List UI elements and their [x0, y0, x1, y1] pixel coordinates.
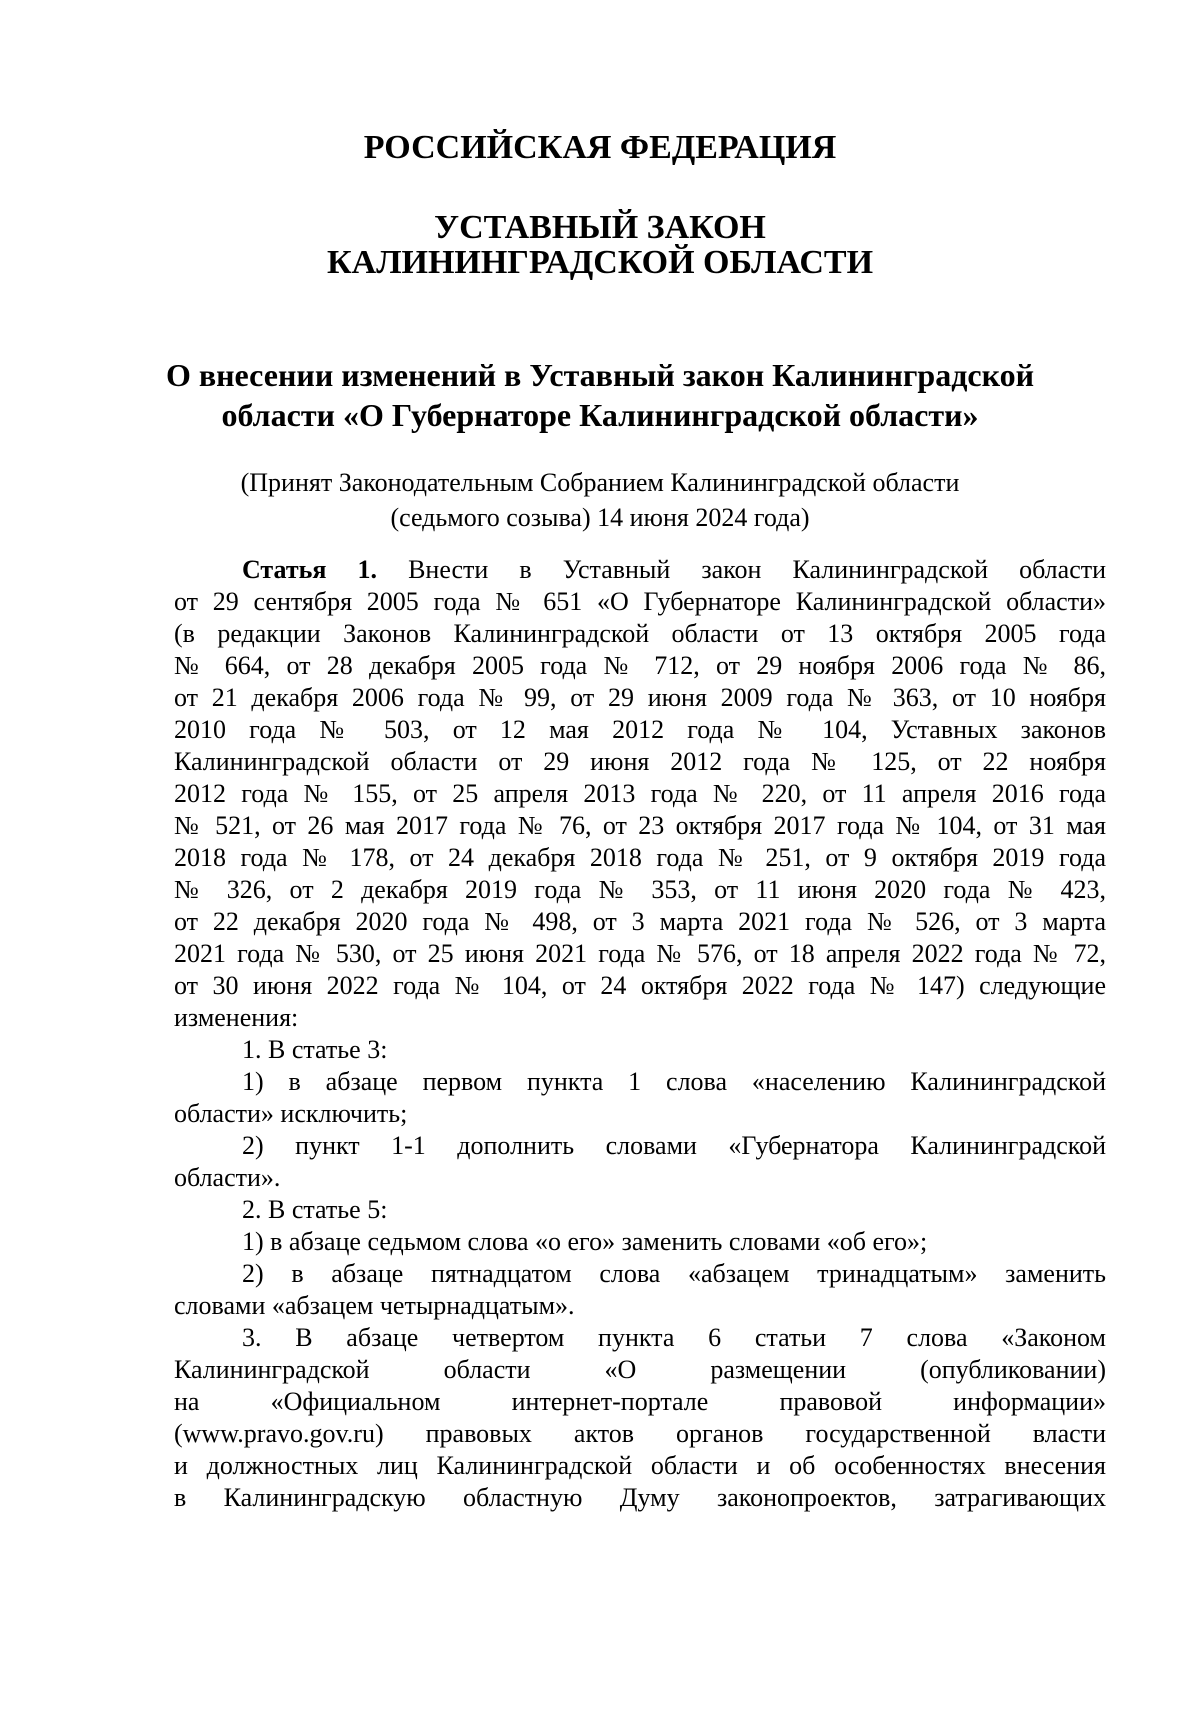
item-1-2-line-2: области». [174, 1163, 281, 1192]
item-3-line-6: в Калининградскую областную Думу законопроектов, затрагивающих [174, 1483, 1106, 1512]
article-line: от 21 декабря 2006 года № 99, от 29 июня 2009 года № 363, от 10 ноября [174, 683, 1106, 712]
item-2-1-line: 1) в абзаце седьмом слова «о его» заменить словами «об его»; [242, 1227, 928, 1256]
adoption-note-line-2: (седьмого созыва) 14 июня 2024 года) [390, 503, 810, 532]
item-2-2-line-1: 2) в абзаце пятнадцатом слова «абзацем тринадцатым» заменить [242, 1259, 1106, 1288]
article-line: от 22 декабря 2020 года № 498, от 3 марта 2021 года № 526, от 3 марта [174, 907, 1106, 936]
item-2-heading: 2. В статье 5: [242, 1195, 388, 1224]
article-1-first-line [242, 554, 1106, 586]
article-line: от 30 июня 2022 года № 104, от 24 октября 2022 года № 147) следующие [174, 971, 1106, 1000]
item-2-2-line-2: словами «абзацем четырнадцатым». [174, 1291, 575, 1320]
law-type-heading: УСТАВНЫЙ ЗАКОН [434, 209, 766, 246]
adoption-note-line-1: (Принят Законодательным Собранием Калининградской области [240, 468, 960, 497]
article-line: Калининградской области от 29 июня 2012 года № 125, от 22 ноября [174, 747, 1106, 776]
item-3-line-4: (www.pravo.gov.ru) правовых актов органов государственной власти [174, 1419, 1106, 1448]
item-3-line-2: Калининградской области «О размещении (опубликовании) [174, 1355, 1106, 1384]
article-1-label: Статья 1. [242, 555, 377, 584]
item-1-1-line-2: области» исключить; [174, 1099, 408, 1128]
item-3-line-1: 3. В абзаце четвертом пункта 6 статьи 7 слова «Законом [242, 1323, 1106, 1352]
law-title-line-2: области «О Губернаторе Калининградской области» [221, 397, 979, 433]
item-1-1-line-1: 1) в абзаце первом пункта 1 слова «населению Калининградской [242, 1067, 1106, 1096]
item-3-line-5: и должностных лиц Калининградской области и об особенностях внесения [174, 1451, 1106, 1480]
article-line: 2010 года № 503, от 12 мая 2012 года № 104, Уставных законов [174, 715, 1106, 744]
law-region-heading: КАЛИНИНГРАДСКОЙ ОБЛАСТИ [326, 244, 874, 281]
item-1-2-line-1: 2) пункт 1-1 дополнить словами «Губернатора Калининградской [242, 1131, 1106, 1160]
law-title-line-1: О внесении изменений в Уставный закон Калининградской [165, 357, 1035, 393]
item-1-heading: 1. В статье 3: [242, 1035, 388, 1064]
country-heading: РОССИЙСКАЯ ФЕДЕРАЦИЯ [363, 129, 837, 166]
article-line: от 29 сентября 2005 года № 651 «О Губернаторе Калининградской области» [174, 587, 1106, 616]
article-line: 2012 года № 155, от 25 апреля 2013 года № 220, от 11 апреля 2016 года [174, 779, 1106, 808]
article-line: № 664, от 28 декабря 2005 года № 712, от 29 ноября 2006 года № 86, [174, 651, 1106, 680]
article-line: № 326, от 2 декабря 2019 года № 353, от 11 июня 2020 года № 423, [174, 875, 1106, 904]
article-line: изменения: [174, 1003, 299, 1032]
article-line: (в редакции Законов Калининградской области от 13 октября 2005 года [174, 619, 1106, 648]
article-text: Внести в Уставный закон Калининградской области [408, 555, 1107, 584]
article-line: 2018 года № 178, от 24 декабря 2018 года № 251, от 9 октября 2019 года [174, 843, 1106, 872]
article-line: 2021 года № 530, от 25 июня 2021 года № 576, от 18 апреля 2022 года № 72, [174, 939, 1106, 968]
item-3-line-3: на «Официальном интернет-портале правовой информации» [174, 1387, 1106, 1416]
article-line: № 521, от 26 мая 2017 года № 76, от 23 октября 2017 года № 104, от 31 мая [174, 811, 1106, 840]
